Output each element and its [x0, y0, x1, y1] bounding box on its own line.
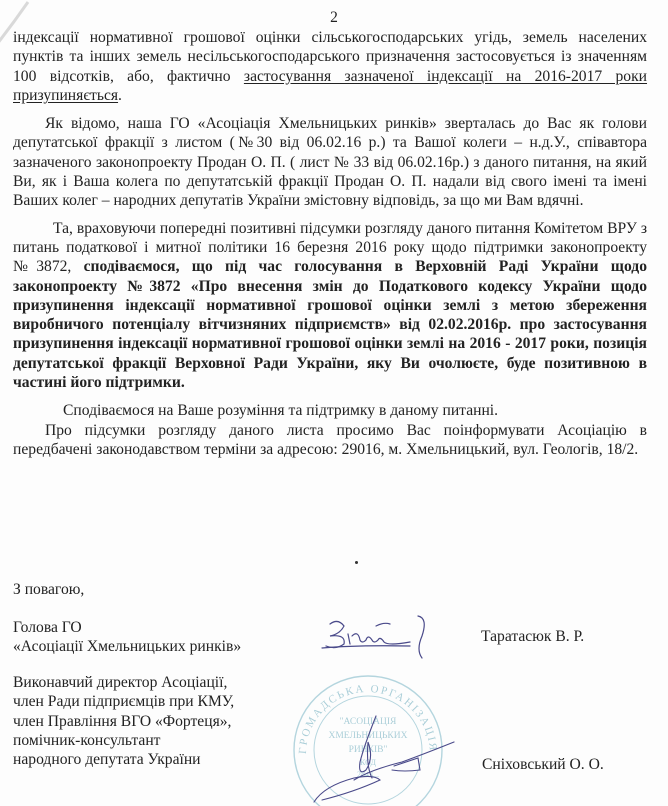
- svg-text:ГРОМАДСЬКА ОРГАНІЗАЦІЯ: ГРОМАДСЬКА ОРГАНІЗАЦІЯ: [296, 682, 440, 755]
- page-number: 2: [330, 9, 338, 26]
- svg-text:ХМЕЛЬНИЦЬКИХ: ХМЕЛЬНИЦЬКИХ: [328, 731, 408, 741]
- svg-text:2843...: 2843...: [357, 770, 379, 779]
- organization-stamp: [284, 666, 459, 806]
- svg-text:КОД: КОД: [360, 758, 376, 767]
- underlined-phrase: застосування зазначеної індексації на 2016-2017 роки призупиняється: [13, 67, 648, 104]
- svg-text:РИНКІВ": РИНКІВ": [348, 745, 388, 755]
- paragraph-indexation: індексації нормативної грошової оцінки сільськогосподарських угідь, земель населених пунктів та інших земель несільськогосподарського призначення застосовується із значенням 100 відсотків, або, фактично застосування зазначеної індексації на 2016-2017 роки призупиняється.: [13, 29, 648, 104]
- signature-taratasiuk: [318, 612, 448, 660]
- stray-dot: [355, 561, 358, 564]
- svg-text:"АСОЦІАЦІЯ: "АСОЦІАЦІЯ: [339, 717, 397, 727]
- signer2-name: Сніховський О. О.: [482, 756, 604, 773]
- paragraph-previous-appeal: Як відомо, наша ГО «Асоціація Хмельницьких ринків» зверталась до Вас як голови депутатської фракції з листом (№30 від 06.02.16 р.) та Вашої колеги – н.д.У., співавтора зазначеного законопроекту Продан О. П. ( лист № 33 від 06.02.16р.) з даного питання, на який Ви, як і Ваша колега по депутатській фракції Продан О. П. надали від свого імені та імені Ваших колег – народних депутатів України змістовну відповідь, за що ми Вам вдячні.: [13, 115, 647, 210]
- signer1-name: Таратасюк В. Р.: [481, 628, 585, 645]
- closing-regards: З повагою,: [13, 581, 85, 598]
- paragraph-request: Та, враховуючи попередні позитивні підсумки розгляду даного питання Комітетом ВРУ з питань податкової і митної політики 16 березня 2016 року щодо підтримки законопроекту №3872, сподіваємося, що під час голосування в Верховній Раді України щодо законопроекту №3872 «Про внесення змін до Податкового кодексу України щодо призупинення індексації нормативної грошової оцінки землі з метою збереження виробничого потенціалу вітчизняних підприємств» від 02.02.2016р. про застосування призупинення індексації нормативної грошової оцінки землі на 2016 - 2017 роки, позиція депутатської фракції Верховної Ради України, яку Ви очолюєте, буде позитивною в частині його підтримки.: [13, 219, 647, 392]
- letter-body: [13, 28, 647, 459]
- signer1-title: Голова ГО «Асоціації Хмельницьких ринків»: [13, 619, 242, 656]
- paragraph-inform: Про підсумки розгляду даного листа просимо Вас поінформувати Асоціацію в передбачені законодавством терміни за адресою: 29016, м. Хмельницький, вул. Геологів, 18/2.: [13, 421, 647, 458]
- paragraph-hope: Сподіваємося на Ваше розуміння та підтримку в даному питанні.: [63, 402, 499, 420]
- signer2-title: Виконавчий директор Асоціації, член Ради підприємців при КМУ, член Правління ВГО «Фортеця», помічник-консультант народного депутата України: [13, 674, 235, 769]
- bold-request: сподіваємося, що під час голосування в Верховній Раді України щодо законопроекту №3872 «Про внесення змін до Податкового кодексу України щодо призупинення індексації нормативної грошової оцінки землі з метою збереження виробничого потенціалу вітчизняних підприємств» від 02.02.2016р. про застосування призупинення індексації нормативної грошової оцінки землі на 2016 - 2017 роки, позиція депутатської фракції Верховної Ради України, яку Ви очолюєте, буде позитивною в частині його підтримки.: [13, 258, 647, 392]
